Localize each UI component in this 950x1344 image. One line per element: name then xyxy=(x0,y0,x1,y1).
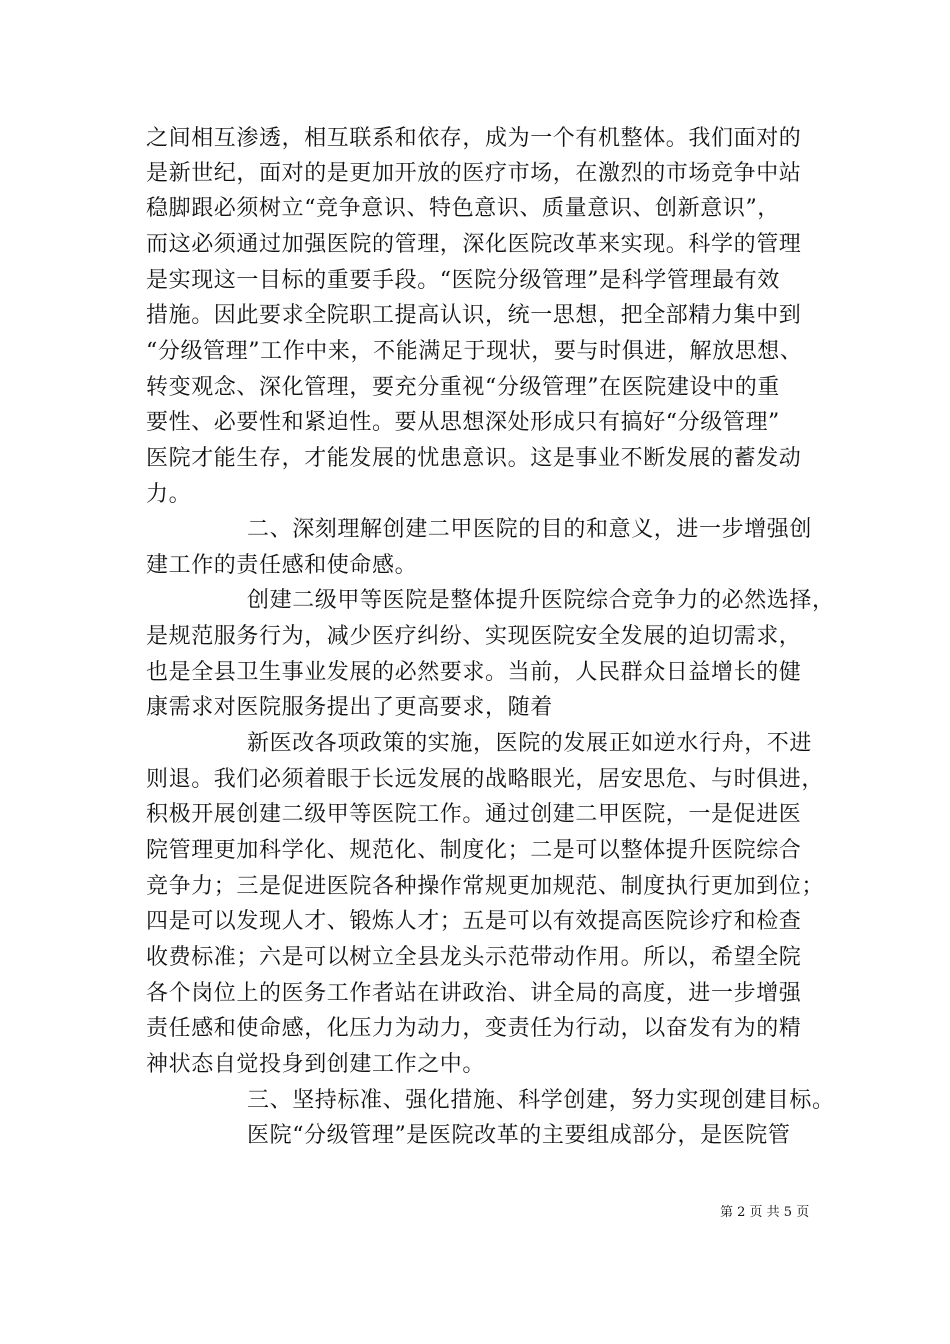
body-line: “分级管理”工作中来，不能满足于现状，要与时俱进，解放思想、 xyxy=(146,339,803,364)
body-line: 医院才能生存，才能发展的忧患意识。这是事业不断发展的蓄发动 xyxy=(146,446,802,471)
body-line: 要性、必要性和紧迫性。要从思想深处形成只有搞好“分级管理” xyxy=(146,410,780,435)
body-line: 康需求对医院服务提出了更高要求，随着 xyxy=(146,695,553,720)
body-line: 是实现这一目标的重要手段。“医院分级管理”是科学管理最有效 xyxy=(146,268,780,293)
body-line: 之间相互渗透，相互联系和依存，成为一个有机整体。我们面对的 xyxy=(146,126,802,151)
body-line: 竞争力；三是促进医院各种操作常规更加规范、制度执行更加到位； xyxy=(146,874,825,899)
body-line: 措施。因此要求全院职工提高认识，统一思想，把全部精力集中到 xyxy=(146,303,802,328)
body-line: 责任感和使命感，化压力为动力，变责任为行动，以奋发有为的精 xyxy=(146,1016,802,1041)
section-heading-2: 二、深刻理解创建二甲医院的目的和意义，进一步增强创 xyxy=(247,517,813,542)
body-line: 则退。我们必须着眼于长远发展的战略眼光，居安思危、与时俱进， xyxy=(146,767,825,792)
section-heading-2-continued: 建工作的责任感和使命感。 xyxy=(146,553,418,578)
page-number: 第 2 页 共 5 页 xyxy=(720,1205,810,1220)
paragraph-start: 新医改各项政策的实施，医院的发展正如逆水行舟，不进 xyxy=(247,731,813,756)
body-line: 各个岗位上的医务工作者站在讲政治、讲全局的高度，进一步增强 xyxy=(146,981,802,1006)
paragraph-start: 医院“分级管理”是医院改革的主要组成部分，是医院管 xyxy=(247,1123,791,1148)
body-line: 积极开展创建二级甲等医院工作。通过创建二甲医院，一是促进医 xyxy=(146,802,802,827)
paragraph-start: 创建二级甲等医院是整体提升医院综合竞争力的必然选择， xyxy=(247,588,835,613)
body-line: 是新世纪，面对的是更加开放的医疗市场，在激烈的市场竞争中站 xyxy=(146,161,802,186)
body-line: 收费标准；六是可以树立全县龙头示范带动作用。所以，希望全院 xyxy=(146,945,802,970)
body-line: 是规范服务行为，减少医疗纠纷、实现医院安全发展的迫切需求， xyxy=(146,624,802,649)
body-line: 而这必须通过加强医院的管理，深化医院改革来实现。科学的管理 xyxy=(146,232,802,257)
body-line: 稳脚跟必须树立“竞争意识、特色意识、质量意识、创新意识”， xyxy=(146,196,780,221)
body-line: 四是可以发现人才、锻炼人才；五是可以有效提高医院诊疗和检查 xyxy=(146,909,802,934)
body-line: 院管理更加科学化、规范化、制度化；二是可以整体提升医院综合 xyxy=(146,838,802,863)
body-line: 力。 xyxy=(146,482,192,507)
body-line: 神状态自觉投身到创建工作之中。 xyxy=(146,1052,486,1077)
body-line: 转变观念、深化管理，要充分重视“分级管理”在医院建设中的重 xyxy=(146,375,780,400)
body-line: 也是全县卫生事业发展的必然要求。当前，人民群众日益增长的健 xyxy=(146,660,802,685)
section-heading-3: 三、坚持标准、强化措施、科学创建，努力实现创建目标。 xyxy=(247,1088,835,1113)
